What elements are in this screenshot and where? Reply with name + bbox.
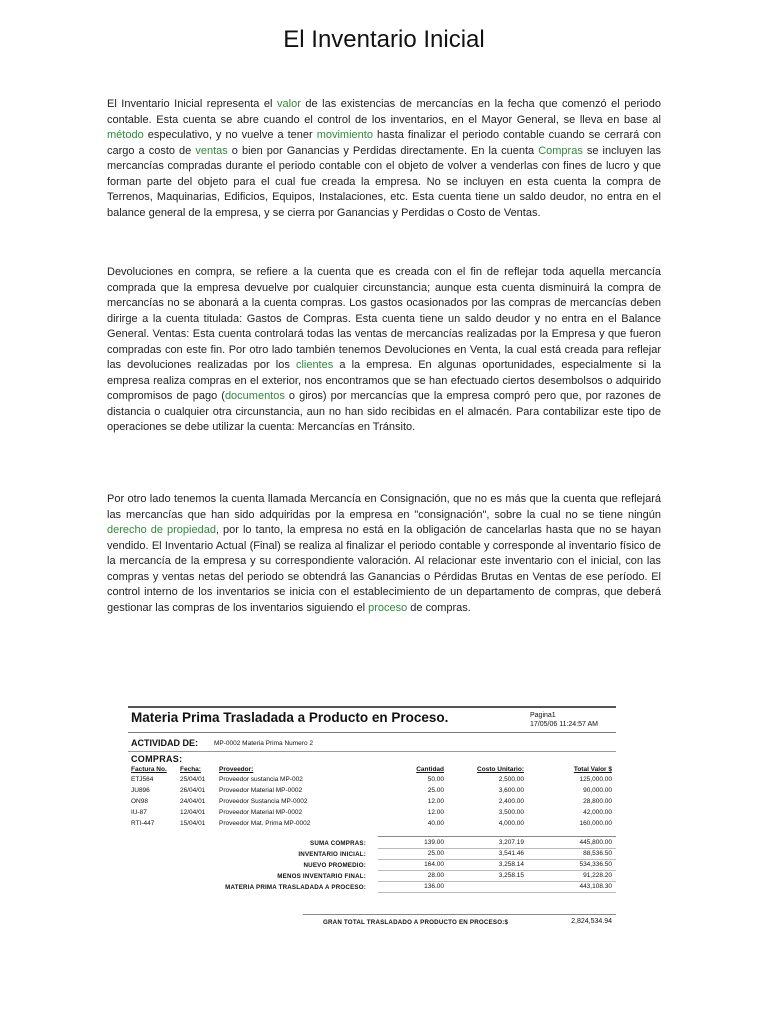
summary-costo: 3,541.46 [498,850,524,857]
report-page-info [530,711,598,729]
gran-total-rule [303,914,616,915]
inline-link[interactable]: clientes [295,359,334,371]
cell-factura: ETJ564 [131,776,154,783]
cell-costo: 3,600.00 [498,787,524,794]
paragraph-text: hasta finalizar el periodo contable cuando se cerrará con cargo a costo de [107,129,661,157]
page-title: El Inventario Inicial [283,26,485,53]
cell-total: 125,000.00 [579,776,612,783]
cell-fecha: 24/04/01 [180,798,206,805]
header-proveedor: Proveedor: [219,766,254,773]
report-timestamp: 17/05/06 11:24:57 AM [530,721,598,728]
summary-rule [378,848,616,849]
summary-cantidad: 164.00 [424,861,444,868]
summary-total: 534,336.50 [579,861,612,868]
cell-fecha: 25/04/01 [180,776,206,783]
summary-label: SUMA COMPRAS: [310,840,366,847]
paragraph-text: El Inventario Inicial representa el [107,98,278,110]
summary-label: INVENTARIO INICIAL: [298,851,366,858]
inline-link[interactable]: valor [277,98,301,110]
cell-factura: IU-87 [131,809,147,816]
cell-total: 28,800.00 [583,798,612,805]
cell-factura: ON98 [131,798,148,805]
cell-cantidad: 50.00 [427,776,444,783]
paragraph-text: especulativo, y no vuelve a tener [143,129,317,141]
summary-total: 443,108.30 [579,883,612,890]
summary-cantidad: 136.00 [424,883,444,890]
summary-total: 88,536.50 [583,850,612,857]
cell-proveedor: Proveedor Mat. Prima MP-0002 [219,820,311,827]
header-total: Total Valor $ [573,766,612,773]
inline-link[interactable]: Compras [538,144,583,157]
cell-proveedor: Proveedor sustancia MP-002 [219,776,303,783]
inline-link[interactable]: proceso [368,601,408,614]
actividad-value: MP-0002 Materia Prima Numero 2 [214,740,313,747]
summary-costo: 3,258.15 [498,872,524,879]
summary-rule [378,859,616,860]
paragraph-text: o bien por Ganancias y Perdidas directamente. En la cuenta [227,144,539,157]
summary-rule [378,892,616,893]
paragraph-consignacion [107,492,661,616]
header-fecha: Fecha: [180,766,201,773]
cell-total: 42,000.00 [583,809,612,816]
summary-costo: 3,258.14 [498,861,524,868]
paragraph-devoluciones [107,265,661,436]
paragraph-text: Devoluciones en compra, se refiere a la cuenta que es creada con el fin de reflejar toda aquella mercancía comprada que la empresa devuelve por cualquier circunstancia; aunque esta cuenta disminuirá la compra de mercancías no se abonará a la cuenta compras. Los gastos ocasionados por las compras de mercancías deben dirirge a la cuenta titulada: Gastos de Compras. Esta cuenta tiene un saldo deudor y no entra en el Balance General. Ventas: Esta cuenta controlará todas las ventas de mercancías realizadas por la Empresa y que fueron compradas con este fin. Por otro lado también tenemos Devoluciones en Venta, la cual está creada para reflejar las devoluciones realizadas por los [107,266,661,371]
paragraph-text: Por otro lado tenemos la cuenta llamada Mercancía en Consignación, que no es más que la cuenta que reflejará las mercancías que han sido adquiridas por la empresa en "consignación", sobre la cual no se tiene ningún [107,493,661,521]
summary-cantidad: 28.00 [427,872,444,879]
cell-fecha: 15/04/01 [180,820,206,827]
cell-costo: 2,400.00 [498,798,524,805]
paragraph-text: , por lo tanto, la empresa no está en la obligación de cancelarlas hasta que no se hayan vendido. El Inventario Actual (Final) se realiza al finalizar el periodo contable y corresponde al inventario físico de la mercancía de la empresa y su correspondiente valoración. Al relacionar este inventario con el inicial, con las compras y ventas netas del periodo se obtendrá las Ganancias o Pérdidas Brutas en Ventas de ese período. El control interno de los inventarios se inicia con el establecimiento de un departamento de compras, que deberá gestionar las compras de los inventarios siguiendo el [107,524,661,614]
summary-label: MENOS INVENTARIO FINAL: [277,873,366,880]
inline-link[interactable]: movimiento [316,129,373,141]
report-page-label: Pagina1 [530,712,556,719]
paragraph-text: o giros) por mercancías que la empresa compró pero que, por razones de distancia o cualquier otra circunstancia, aun no han sido recibidas en el almacén. Para contabilizar este tipo de operaciones se debe utilizar la cuenta: Mercancías en Tránsito. [107,390,661,433]
cell-costo: 4,000.00 [498,820,524,827]
report-title: Materia Prima Trasladada a Producto en Proceso. [131,710,449,725]
summary-total: 445,800.00 [579,839,612,846]
inline-link[interactable]: documentos [224,390,285,402]
summary-cantidad: 25.00 [427,850,444,857]
inline-link[interactable]: ventas [195,144,228,157]
header-cantidad: Cantidad [416,766,444,773]
cell-fecha: 26/04/01 [180,787,206,794]
summary-total: 91,228.20 [583,872,612,879]
inline-link[interactable]: derecho de propiedad [107,524,216,536]
paragraph-text: a la empresa. En algunas oportunidades, especialmente si la empresa realiza compras en el exterior, nos encontramos que se han efectuado ciertos desembolsos o adquirido compromisos de pago ( [107,359,661,402]
actividad-label: ACTIVIDAD DE: [131,738,198,748]
cell-total: 160,000.00 [579,820,612,827]
report-divider [128,751,616,752]
cell-fecha: 12/04/01 [180,809,206,816]
report-divider [128,732,616,733]
summary-rule [378,881,616,882]
header-costo: Costo Unitario: [477,766,524,773]
cell-cantidad: 40.00 [427,820,444,827]
summary-cantidad: 139.00 [424,839,444,846]
cell-proveedor: Proveedor Material MP-0002 [219,787,303,794]
summary-label: MATERIA PRIMA TRASLADADA A PROCESO: [225,884,366,891]
summary-costo: 3,207.19 [498,839,524,846]
paragraph-inventario-inicial [107,97,661,221]
compras-label: COMPRAS: [131,754,183,764]
cell-proveedor: Proveedor Sustancia MP-0002 [219,798,308,805]
paragraph-text: de compras. [407,601,471,614]
cell-total: 90,000.00 [583,787,612,794]
report-top-rule [128,706,616,708]
paragraph-text: se incluyen las mercancías compradas durante el periodo contable con el objeto de volver a venderlas con fines de lucro y que forman parte del objeto para el cual fue creada la empresa. No se incluyen en esta cuenta la compra de Terrenos, Maquinarias, Edificios, Equipos, Instalaciones, etc. Esta cuenta tiene un saldo deudor, no entra en el balance general de la empresa, y se cierra por Ganancias y Perdidas o Costo de Ventas. [107,144,661,219]
summary-rule [378,836,616,837]
paragraph-text: de las existencias de mercancías en la fecha que comenzó el periodo contable. Esta cuenta se abre cuando el control de los inventarios, en el Mayor General, se lleva en base al [107,98,661,126]
cell-cantidad: 12.00 [427,809,444,816]
header-factura: Factura No. [131,766,167,773]
summary-rule [378,870,616,871]
cell-cantidad: 25.00 [427,787,444,794]
gran-total-value: 2,824,534.94 [571,918,612,925]
report-image [128,700,616,930]
gran-total-label: GRAN TOTAL TRASLADADO A PRODUCTO EN PROCESO:$ [323,919,509,926]
cell-costo: 2,500.00 [498,776,524,783]
cell-factura: JU896 [131,787,150,794]
summary-label: NUEVO PROMEDIO: [303,862,366,869]
cell-proveedor: Proveedor Material MP-0002 [219,809,303,816]
cell-cantidad: 12.00 [427,798,444,805]
inline-link[interactable]: método [107,129,144,141]
cell-factura: RTI-447 [131,820,155,827]
cell-costo: 3,500.00 [498,809,524,816]
